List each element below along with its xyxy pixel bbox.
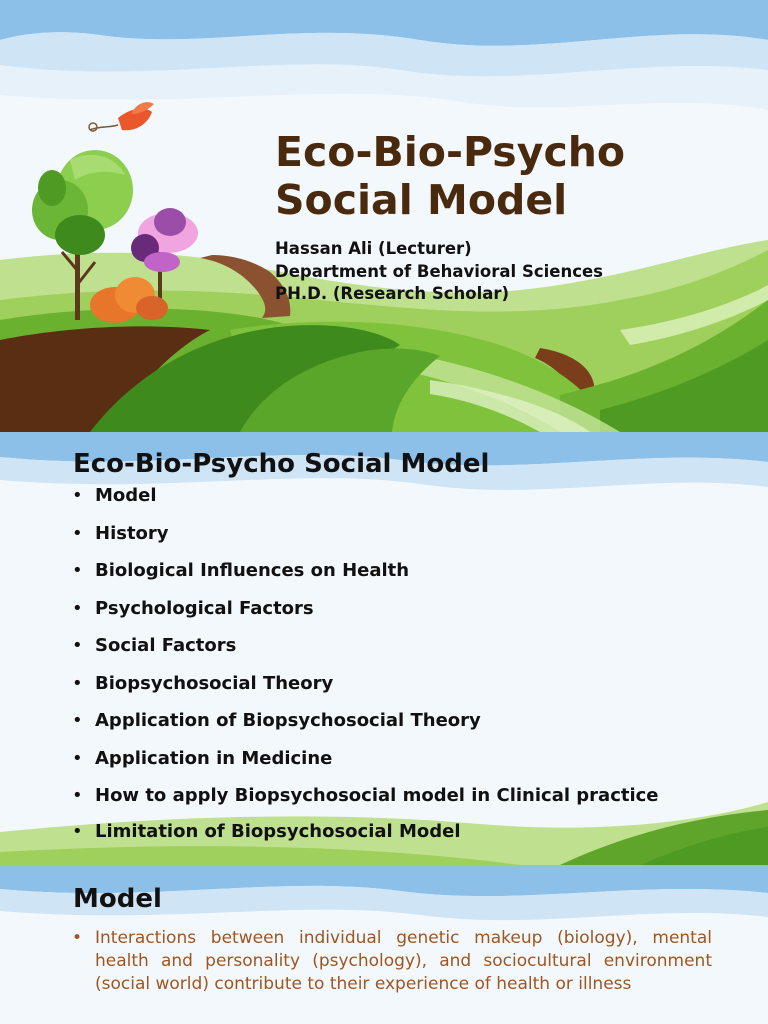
- slide-title: [275, 128, 755, 224]
- author-line: Hassan Ali (Lecturer): [275, 239, 472, 258]
- list-item: • Biological Influences on Health: [72, 559, 672, 583]
- list-item: • Application in Medicine: [72, 747, 672, 771]
- list-item: • Limitation of Biopsychosocial Model: [72, 820, 672, 844]
- list-item: • How to apply Biopsychosocial model in Clinical practice: [72, 784, 672, 808]
- slide-title: Model: [73, 884, 162, 914]
- model-slide: [0, 865, 768, 1024]
- contents-list: [72, 484, 672, 858]
- department-line: Department of Behavioral Sciences: [275, 261, 603, 281]
- degree-line: PH.D. (Research Scholar): [275, 284, 510, 303]
- list-item: • History: [72, 522, 672, 546]
- title-line-2: Social Model: [275, 176, 568, 224]
- slide-title: Eco-Bio-Psycho Social Model: [73, 449, 490, 479]
- list-item: • Psychological Factors: [72, 597, 672, 621]
- title-line-1: Eco-Bio-Psycho: [275, 128, 626, 176]
- title-slide: [0, 0, 768, 432]
- list-item: • Model: [72, 484, 672, 508]
- list-item: • Application of Biopsychosocial Theory: [72, 709, 672, 733]
- list-item: • Social Factors: [72, 634, 672, 658]
- presenter-info: [275, 238, 755, 306]
- contents-slide: [0, 432, 768, 865]
- list-item: • Biopsychosocial Theory: [72, 672, 672, 696]
- model-description: • Interactions between individual genetic makeup (biology), mental health and personality (psychology), and sociocultural environment (social world) contribute to their experience of health or illness: [72, 927, 712, 996]
